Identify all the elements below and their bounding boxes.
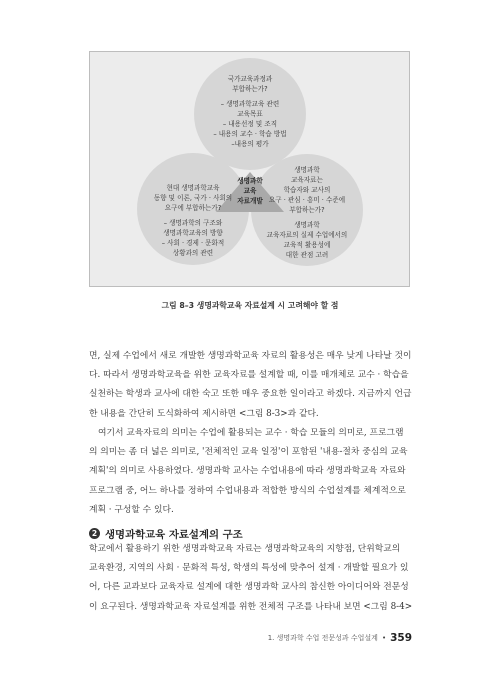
paragraph-line: 의 의미는 좀 더 넓은 의미로, '전체적인 교육 일정'이 포함된 '내용-절차 중심의 교육 [89,447,408,458]
paragraph-line: 이 요구된다. 생명과학교육 자료설계를 위한 전체적 구조를 나타내 보면 <그림 8-4> [89,601,413,612]
paragraph-line: 다. 따라서 생명과학교육을 위한 교육자료를 설계할 때, 이를 매개체로 교수 · 학습을 [89,370,409,381]
paragraph-line: 어, 다른 교과보다 교육자료 설계에 대한 생명과학 교사의 참신한 아이디어와 전문성 [89,582,409,593]
right-circle-text: 생명과학 교육자료는 학습자와 교사의 요구 · 관심 · 흥미 · 수준에 부합하는가? 생명과학 교육자료의 실제 수업에서의 교육적 활용성에 대한 관점 고려 [266,166,348,259]
section-title: 생명과학교육 자료설계의 구조 [105,529,243,541]
paragraph-line: 실천하는 학생과 교사에 대한 숙고 또한 매우 중요한 일이라고 하겠다. 지금까지 언급 [89,389,412,400]
paragraph-line: 교육환경, 지역의 사회 · 문화적 특성, 학생의 특성에 맞추어 설계 · 개발할 필요가 있 [89,563,409,574]
section-heading [89,526,243,541]
top-circle-text: 국가교육과정과 부합하는가? – 생명과학교육 관련 교육목표 – 내용선정 및 조직 – 내용의 교수 · 학습 방법 –내용의 평가 [213,75,287,148]
figure-caption: 그림 8–3 생명과학교육 자료설계 시 고려해야 할 점 [161,301,339,310]
section-number-badge: 2 [89,528,100,539]
paragraph-line: 학교에서 활용하기 위한 생명과학교육 자료는 생명과학교육의 지향점, 단위학교의 [89,544,401,554]
paragraph-2 [89,424,413,520]
paragraph-3 [89,540,413,617]
figure-diagram [89,51,410,287]
paragraph-1 [89,347,413,424]
paragraph-line: 계획 · 구성할 수 있다. [89,504,174,515]
paragraph-line: 한 내용을 간단히 도식화하여 제시하면 <그림 8-3>과 같다. [89,408,319,419]
page-number: 359 [390,632,412,644]
paragraph-line: 여기서 교육자료의 의미는 수업에 활용되는 교수 · 학습 모듈의 의미로, 프로그램 [98,428,404,438]
left-circle-text: 현대 생명과학교육 동향 및 이론, 국가 · 사회의 요구에 부합하는가? – 생명과학의 구조와 생명과학교육의 방향 – 사회 · 경제 · 문화적 상황과의 관련 [153,184,233,257]
paragraph-line: 프로그램 중, 어느 하나를 정하여 수업내용과 적합한 방식의 수업설계를 체계적으로 [89,485,406,496]
page-footer [268,632,412,644]
footer-bullet: • [381,634,387,642]
paragraph-line: 계획'의 의미로 사용하였다. 생명과학 교사는 수업내용에 따라 생명과학교육 자료와 [89,466,406,477]
center-triangle-text: 생명과학 교육 자료개발 [237,177,263,205]
footer-chapter: 1. 생명과학 수업 전문성과 수업설계 [267,634,378,642]
paragraph-line: 면, 실제 수업에서 새로 개발한 생명과학교육 자료의 활용성은 매우 낮게 나타날 것이 [89,351,412,361]
